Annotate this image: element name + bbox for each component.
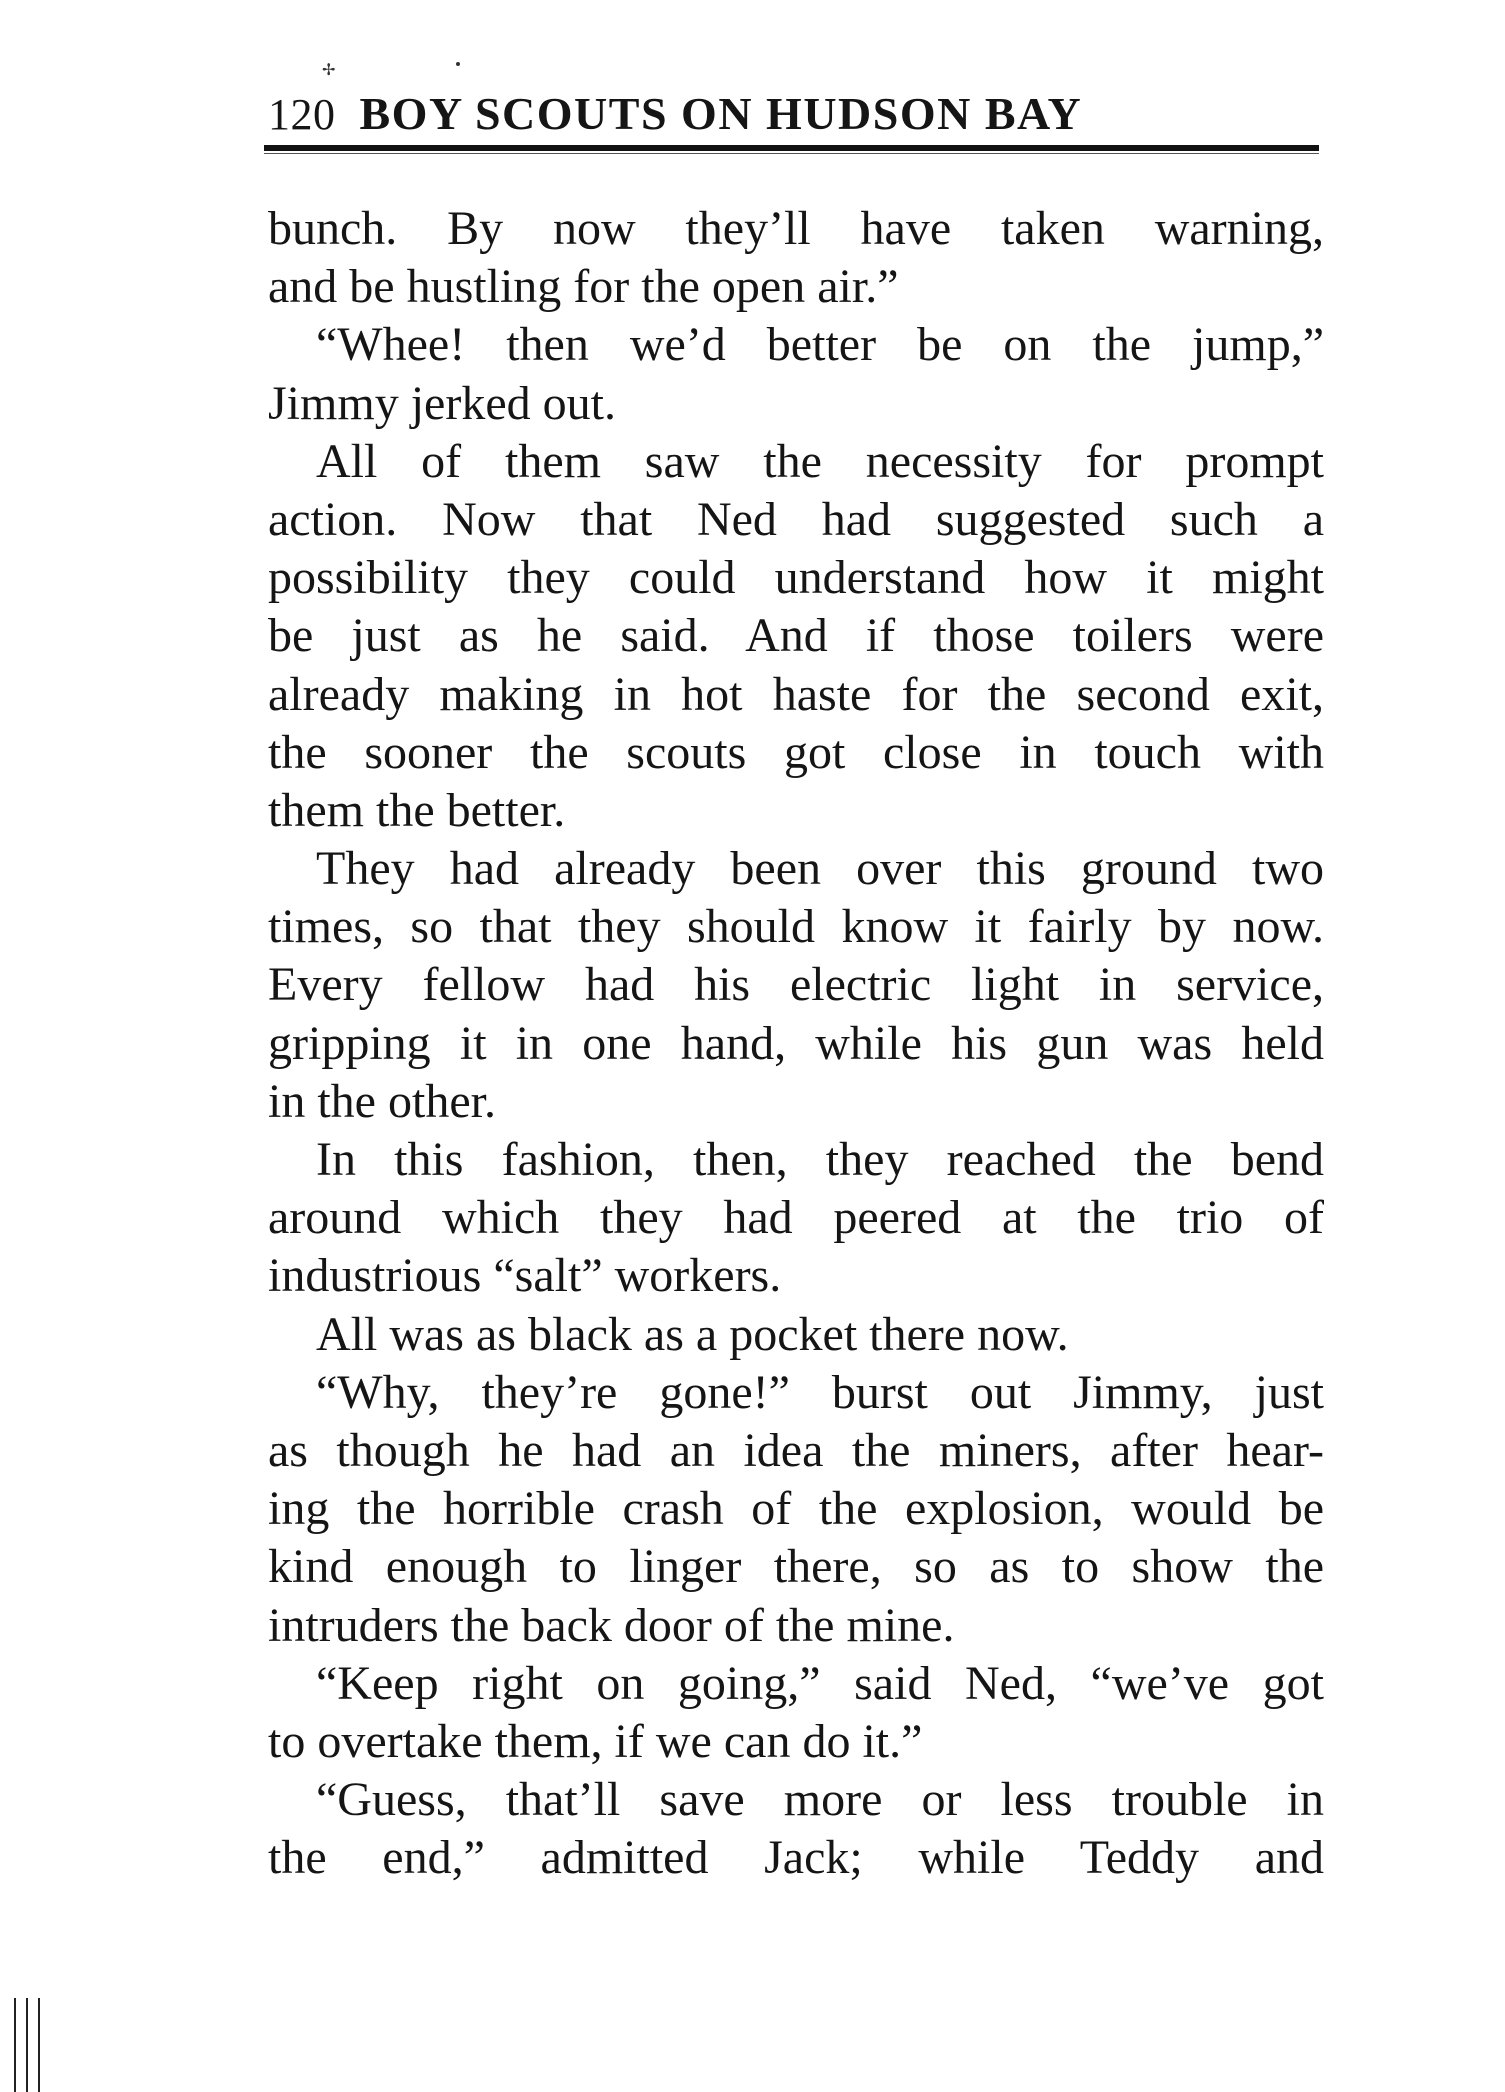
header-rule-thin — [264, 153, 1319, 154]
text-line: be just as he said. And if those toilers were — [268, 609, 1324, 663]
text-line: them the better. — [268, 783, 566, 837]
margin-scan-marks — [14, 1998, 54, 2092]
text-line: industrious “salt” workers. — [268, 1249, 782, 1303]
running-head — [268, 86, 1316, 142]
text-line: in the other. — [268, 1074, 496, 1128]
text-line: “Keep right on going,” said Ned, “we’ve got — [316, 1656, 1324, 1710]
text-line: as though he had an idea the miners, after hear- — [268, 1423, 1324, 1477]
page-number: 120 — [268, 90, 336, 139]
text-line: the end,” admitted Jack; while Teddy and — [268, 1831, 1324, 1885]
text-line: times, so that they should know it fairly by now. — [268, 900, 1324, 954]
text-line: around which they had peered at the trio of — [268, 1191, 1324, 1245]
text-line: gripping it in one hand, while his gun was held — [268, 1016, 1324, 1070]
print-mark-ornament: ✢ — [322, 60, 336, 79]
text-line: kind enough to linger there, so as to show the — [268, 1540, 1324, 1594]
text-line: In this fashion, then, they reached the bend — [316, 1133, 1324, 1186]
book-title: BOY SCOUTS ON HUDSON BAY — [359, 88, 1083, 139]
text-line: the sooner the scouts got close in touch with — [268, 725, 1324, 779]
text-line: to overtake them, if we can do it.” — [268, 1714, 923, 1768]
text-line: “Why, they’re gone!” burst out Jimmy, just — [316, 1365, 1324, 1419]
text-line: ing the horrible crash of the explosion, would be — [268, 1482, 1324, 1536]
text-line: action. Now that Ned had suggested such a — [268, 492, 1324, 546]
print-speck — [456, 62, 460, 66]
text-line: They had already been over this ground two — [316, 842, 1324, 896]
text-line: intruders the back door of the mine. — [268, 1598, 955, 1652]
header-rule — [264, 145, 1319, 151]
text-line: already making in hot haste for the second exit, — [268, 667, 1324, 721]
body-text — [268, 200, 1324, 1887]
text-line: and be hustling for the open air.” — [268, 260, 899, 314]
text-line: All was as black as a pocket there now. — [316, 1307, 1069, 1361]
text-line: All of them saw the necessity for prompt — [316, 434, 1324, 488]
text-line: bunch. By now they’ll have taken warning, — [268, 202, 1324, 255]
text-line: “Guess, that’ll save more or less trouble in — [316, 1773, 1324, 1827]
text-line: possibility they could understand how it might — [268, 551, 1324, 605]
text-line: “Whee! then we’d better be on the jump,” — [316, 318, 1324, 372]
text-line: Jimmy jerked out. — [268, 376, 616, 430]
text-line: Every fellow had his electric light in service, — [268, 958, 1324, 1012]
